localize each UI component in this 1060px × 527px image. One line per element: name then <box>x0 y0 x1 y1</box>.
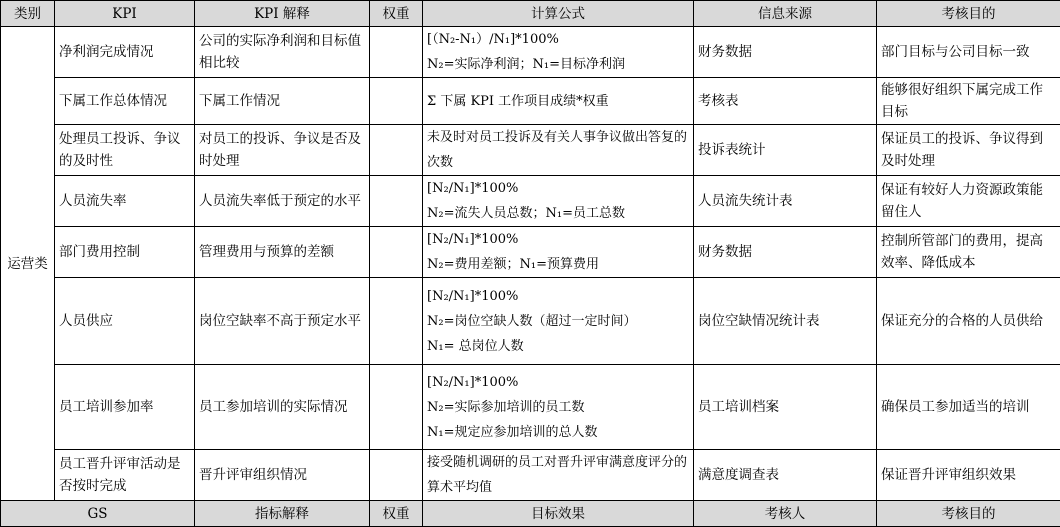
formula-line: [N₂/N₁]*100% <box>427 227 689 252</box>
purpose-cell: 保证晋升评审组织效果 <box>877 450 1060 501</box>
source-cell: 投诉表统计 <box>694 125 877 176</box>
purpose-cell: 部门目标与公司目标一致 <box>877 27 1060 78</box>
header-purpose: 考核目的 <box>877 1 1060 27</box>
formula-line: [N₂/N₁]*100% <box>427 284 689 309</box>
kpi-desc-cell: 管理费用与预算的差额 <box>195 227 370 278</box>
table-row <box>1 278 1060 365</box>
table-row <box>1 450 1060 501</box>
footer-row <box>1 501 1060 527</box>
formula-line: N₂=实际净利润；N₁=目标净利润 <box>427 52 689 77</box>
formula-cell <box>423 78 694 125</box>
formula-line: N₁=规定应参加培训的总人数 <box>427 420 689 445</box>
table-row <box>1 125 1060 176</box>
formula-cell <box>423 125 694 176</box>
header-formula: 计算公式 <box>423 1 694 27</box>
kpi-desc-cell: 员工参加培训的实际情况 <box>195 365 370 450</box>
weight-cell <box>370 125 423 176</box>
formula-line: 未及时对员工投诉及有关人事争议做出答复的次数 <box>427 125 689 175</box>
source-cell: 岗位空缺情况统计表 <box>694 278 877 365</box>
source-cell: 财务数据 <box>694 227 877 278</box>
header-kpi-desc: KPI 解释 <box>195 1 370 27</box>
header-category: 类别 <box>1 1 55 27</box>
table-row <box>1 365 1060 450</box>
header-row <box>1 1 1060 27</box>
footer-gs: GS <box>1 501 195 527</box>
formula-cell <box>423 365 694 450</box>
formula-cell <box>423 27 694 78</box>
weight-cell <box>370 78 423 125</box>
kpi-cell: 人员供应 <box>55 278 195 365</box>
formula-line: [N₂/N₁]*100% <box>427 176 689 201</box>
formula-line: N₂=岗位空缺人数（超过一定时间） <box>427 309 689 334</box>
footer-assessor: 考核人 <box>694 501 877 527</box>
weight-cell <box>370 365 423 450</box>
table-row <box>1 227 1060 278</box>
source-cell: 满意度调查表 <box>694 450 877 501</box>
weight-cell <box>370 227 423 278</box>
header-kpi: KPI <box>55 1 195 27</box>
category-cell: 运营类 <box>1 27 55 501</box>
purpose-cell: 保证充分的合格的人员供给 <box>877 278 1060 365</box>
footer-target: 目标效果 <box>423 501 694 527</box>
source-cell: 考核表 <box>694 78 877 125</box>
kpi-cell: 员工晋升评审活动是否按时完成 <box>55 450 195 501</box>
formula-line: N₂=实际参加培训的员工数 <box>427 395 689 420</box>
footer-weight: 权重 <box>370 501 423 527</box>
kpi-desc-cell: 对员工的投诉、争议是否及时处理 <box>195 125 370 176</box>
table-row <box>1 27 1060 78</box>
header-weight: 权重 <box>370 1 423 27</box>
formula-line: [（N₂-N₁）/N₁]*100% <box>427 27 689 52</box>
footer-desc: 指标解释 <box>195 501 370 527</box>
purpose-cell: 确保员工参加适当的培训 <box>877 365 1060 450</box>
formula-cell <box>423 227 694 278</box>
kpi-desc-cell: 晋升评审组织情况 <box>195 450 370 501</box>
purpose-cell: 保证有较好人力资源政策能留住人 <box>877 176 1060 227</box>
kpi-cell: 处理员工投诉、争议的及时性 <box>55 125 195 176</box>
table-row <box>1 78 1060 125</box>
table-row <box>1 176 1060 227</box>
source-cell: 员工培训档案 <box>694 365 877 450</box>
kpi-cell: 下属工作总体情况 <box>55 78 195 125</box>
footer-purpose: 考核目的 <box>877 501 1060 527</box>
purpose-cell: 控制所管部门的费用，提高效率、降低成本 <box>877 227 1060 278</box>
formula-line: N₁= 总岗位人数 <box>427 334 689 359</box>
source-cell: 人员流失统计表 <box>694 176 877 227</box>
source-cell: 财务数据 <box>694 27 877 78</box>
kpi-desc-cell: 人员流失率低于预定的水平 <box>195 176 370 227</box>
weight-cell <box>370 278 423 365</box>
formula-line: N₂=费用差额；N₁=预算费用 <box>427 252 689 277</box>
kpi-desc-cell: 岗位空缺率不高于预定水平 <box>195 278 370 365</box>
formula-cell <box>423 450 694 501</box>
weight-cell <box>370 176 423 227</box>
kpi-cell: 人员流失率 <box>55 176 195 227</box>
weight-cell <box>370 27 423 78</box>
kpi-cell: 员工培训参加率 <box>55 365 195 450</box>
purpose-cell: 能够很好组织下属完成工作目标 <box>877 78 1060 125</box>
formula-line: Σ 下属 KPI 工作项目成绩*权重 <box>427 89 689 114</box>
header-source: 信息来源 <box>694 1 877 27</box>
kpi-cell: 净利润完成情况 <box>55 27 195 78</box>
kpi-desc-cell: 下属工作情况 <box>195 78 370 125</box>
purpose-cell: 保证员工的投诉、争议得到及时处理 <box>877 125 1060 176</box>
formula-line: [N₂/N₁]*100% <box>427 370 689 395</box>
formula-cell <box>423 176 694 227</box>
weight-cell <box>370 450 423 501</box>
formula-cell <box>423 278 694 365</box>
kpi-cell: 部门费用控制 <box>55 227 195 278</box>
kpi-desc-cell: 公司的实际净利润和目标值相比较 <box>195 27 370 78</box>
formula-line: N₂=流失人员总数；N₁=员工总数 <box>427 201 689 226</box>
formula-line: 接受随机调研的员工对晋升评审满意度评分的算术平均值 <box>427 450 689 500</box>
